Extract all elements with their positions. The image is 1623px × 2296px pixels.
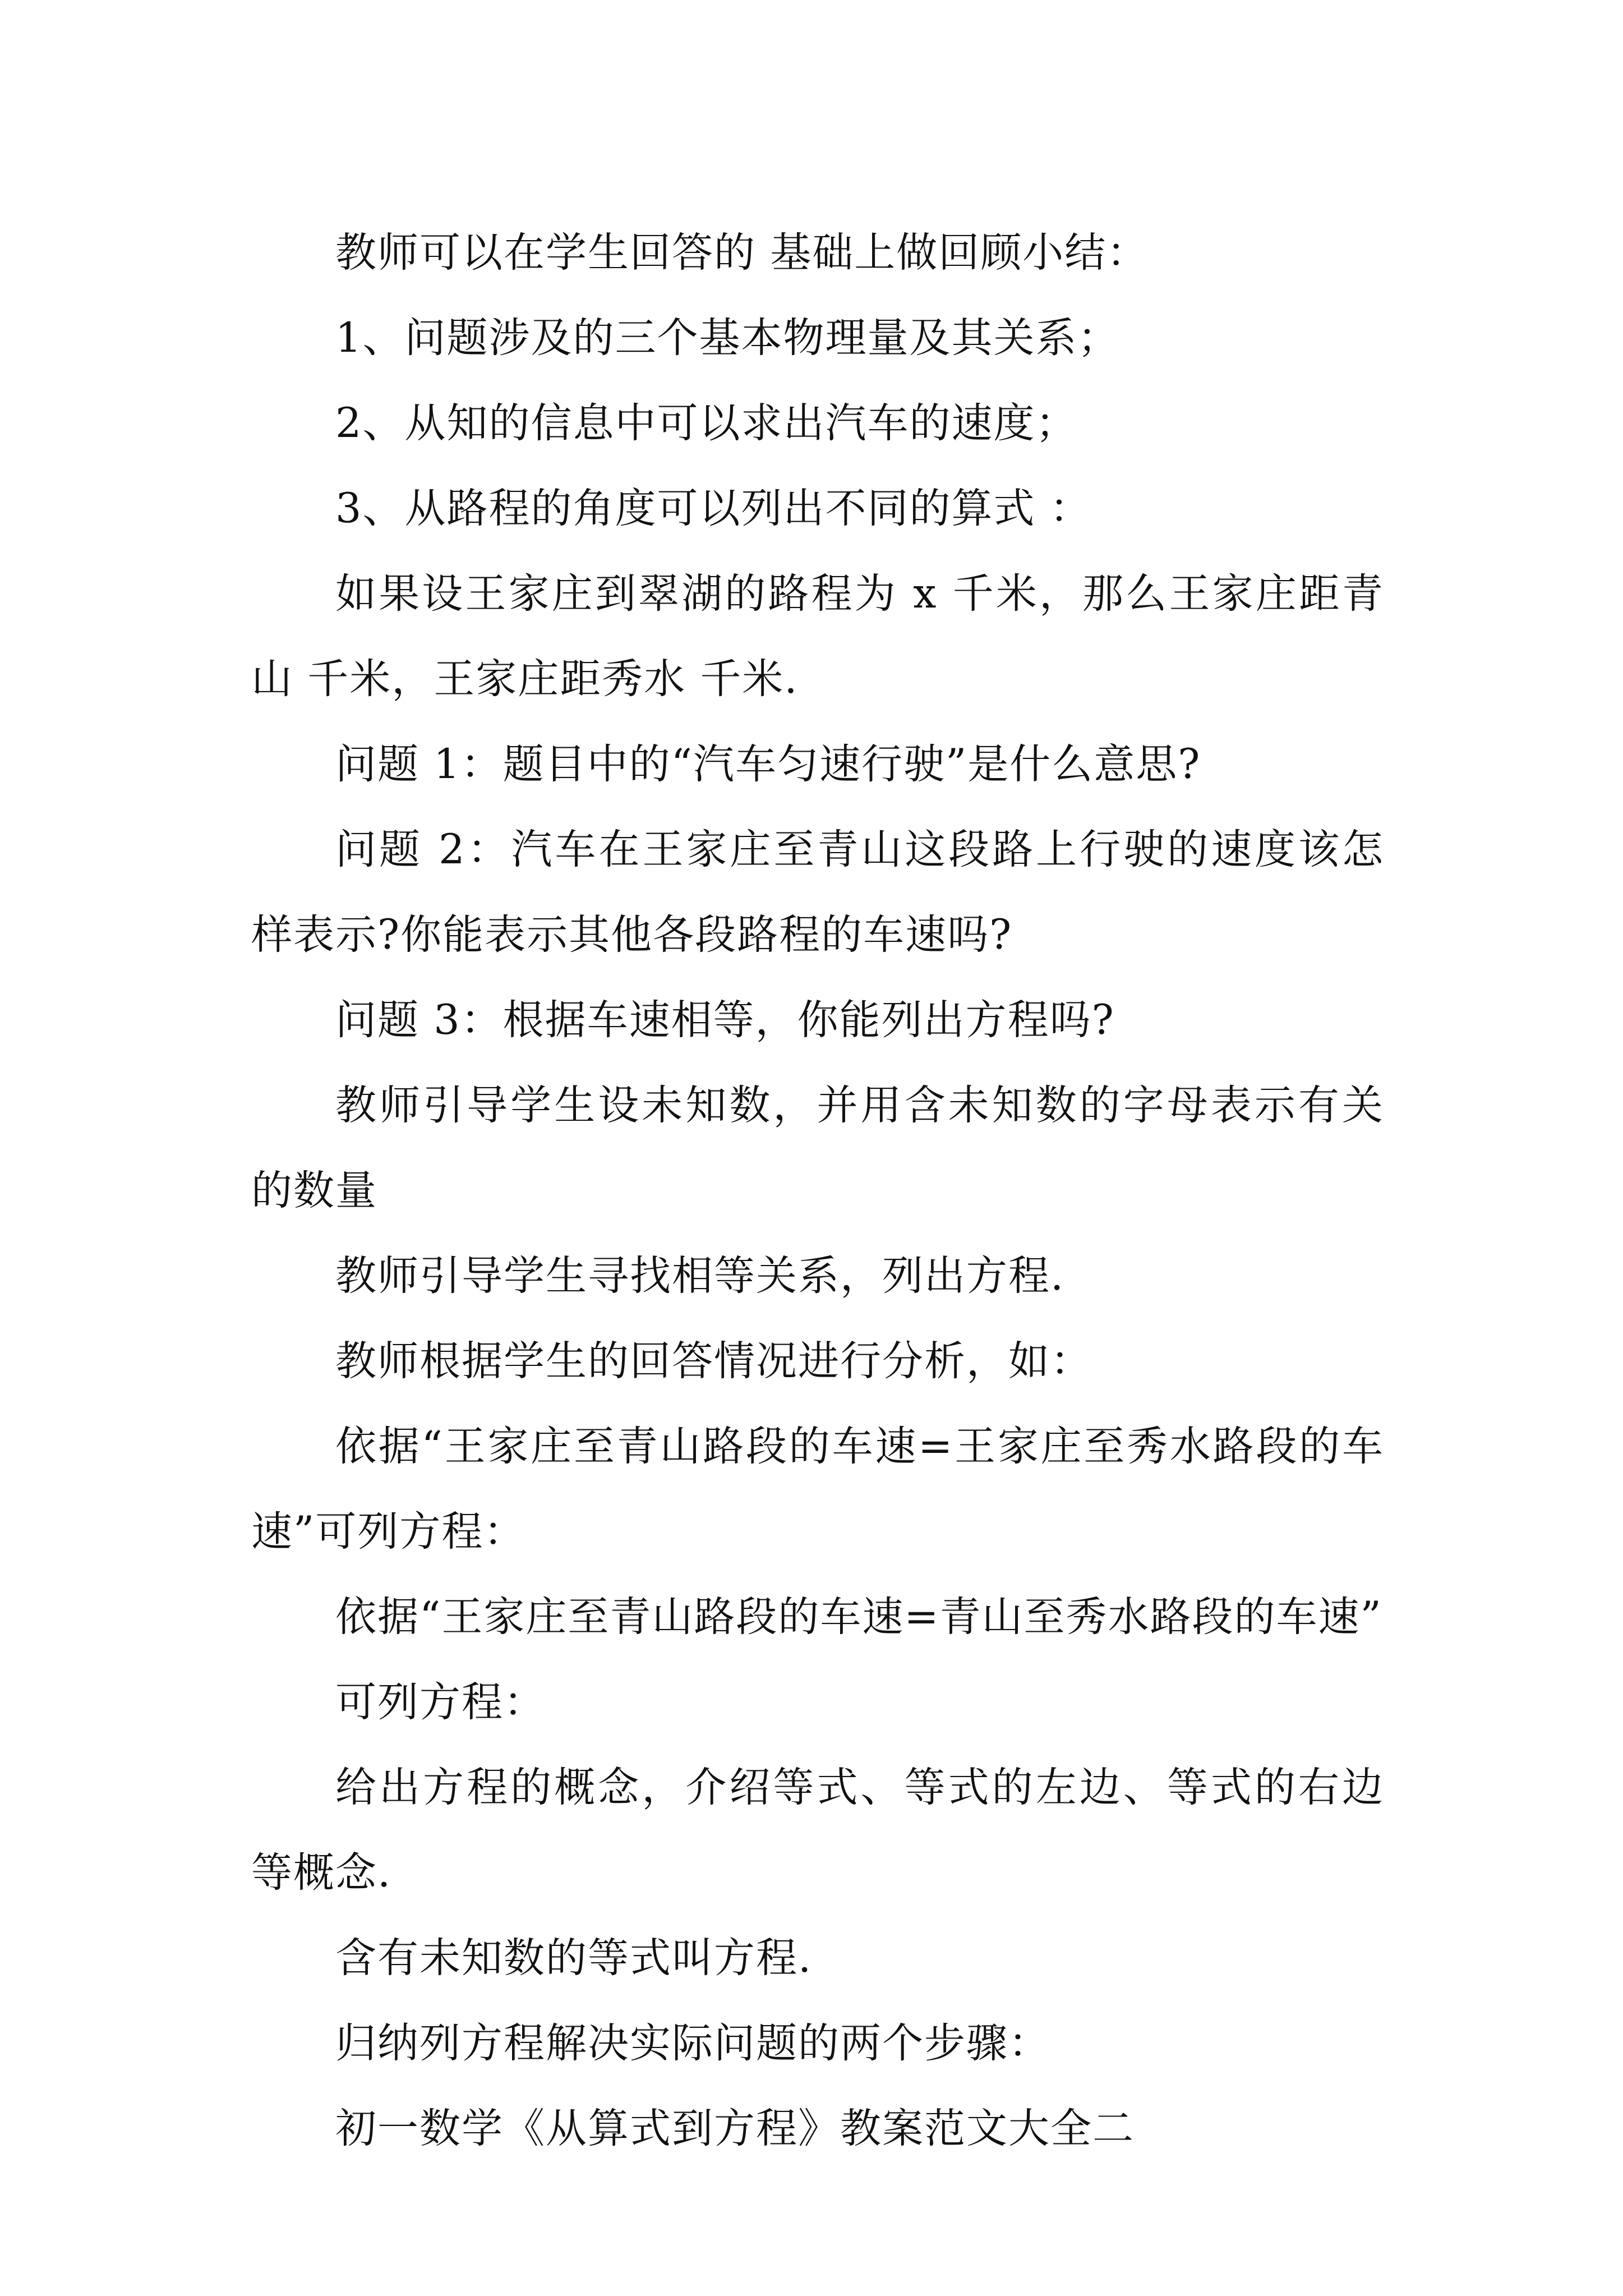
paragraph-can-list-equation: 可列方程： — [335, 1678, 546, 1726]
paragraph-equation-basis-2: 依据“王家庄至青山路段的车速=青山至秀水路段的车速” — [335, 1593, 1382, 1641]
paragraph-question-2: 问题 2：汽车在王家庄至青山这段路上行驶的速度该怎样表示?你能表示其他各段路程的车速吗? — [251, 826, 1384, 959]
paragraph-point-1: 1、问题涉及的三个基本物理量及其关系； — [335, 314, 1120, 362]
paragraph-equation-basis-1: 依据“王家庄至青山路段的车速=王家庄至秀水路段的车速”可列方程： — [251, 1423, 1384, 1556]
paragraph-teacher-analysis: 教师根据学生的回答情况进行分析，如： — [335, 1337, 1092, 1385]
paragraph-section-title: 初一数学《从算式到方程》教案范文大全二 — [335, 2105, 1135, 2152]
paragraph-summary-intro: 教师可以在学生回答的 基础上做回顾小结： — [335, 229, 1149, 277]
paragraph-question-1: 问题 1：题目中的“汽车匀速行驶”是什么意思? — [335, 740, 1201, 788]
paragraph-equation-definition: 含有未知数的等式叫方程. — [335, 1934, 813, 1982]
paragraph-equation-concept: 给出方程的概念，介绍等式、等式的左边、等式的右边等概念. — [251, 1764, 1384, 1897]
document-body — [251, 210, 1384, 2171]
paragraph-distance-setup: 如果设王家庄到翠湖的路程为 x 千米，那么王家庄距青山 千米，王家庄距秀水 千米. — [251, 570, 1384, 703]
paragraph-point-2: 2、从知的信息中可以求出汽车的速度； — [335, 399, 1078, 447]
paragraph-question-3: 问题 3：根据车速相等，你能列出方程吗? — [335, 996, 1115, 1044]
paragraph-set-unknown: 教师引导学生设未知数，并用含未知数的字母表示有关的数量 — [251, 1082, 1384, 1214]
paragraph-find-equality: 教师引导学生寻找相等关系，列出方程. — [335, 1252, 1065, 1300]
paragraph-point-3: 3、从路程的角度可以列出不同的算式 ： — [335, 485, 1092, 532]
paragraph-two-steps: 归纳列方程解决实际问题的两个步骤： — [335, 2019, 1050, 2067]
